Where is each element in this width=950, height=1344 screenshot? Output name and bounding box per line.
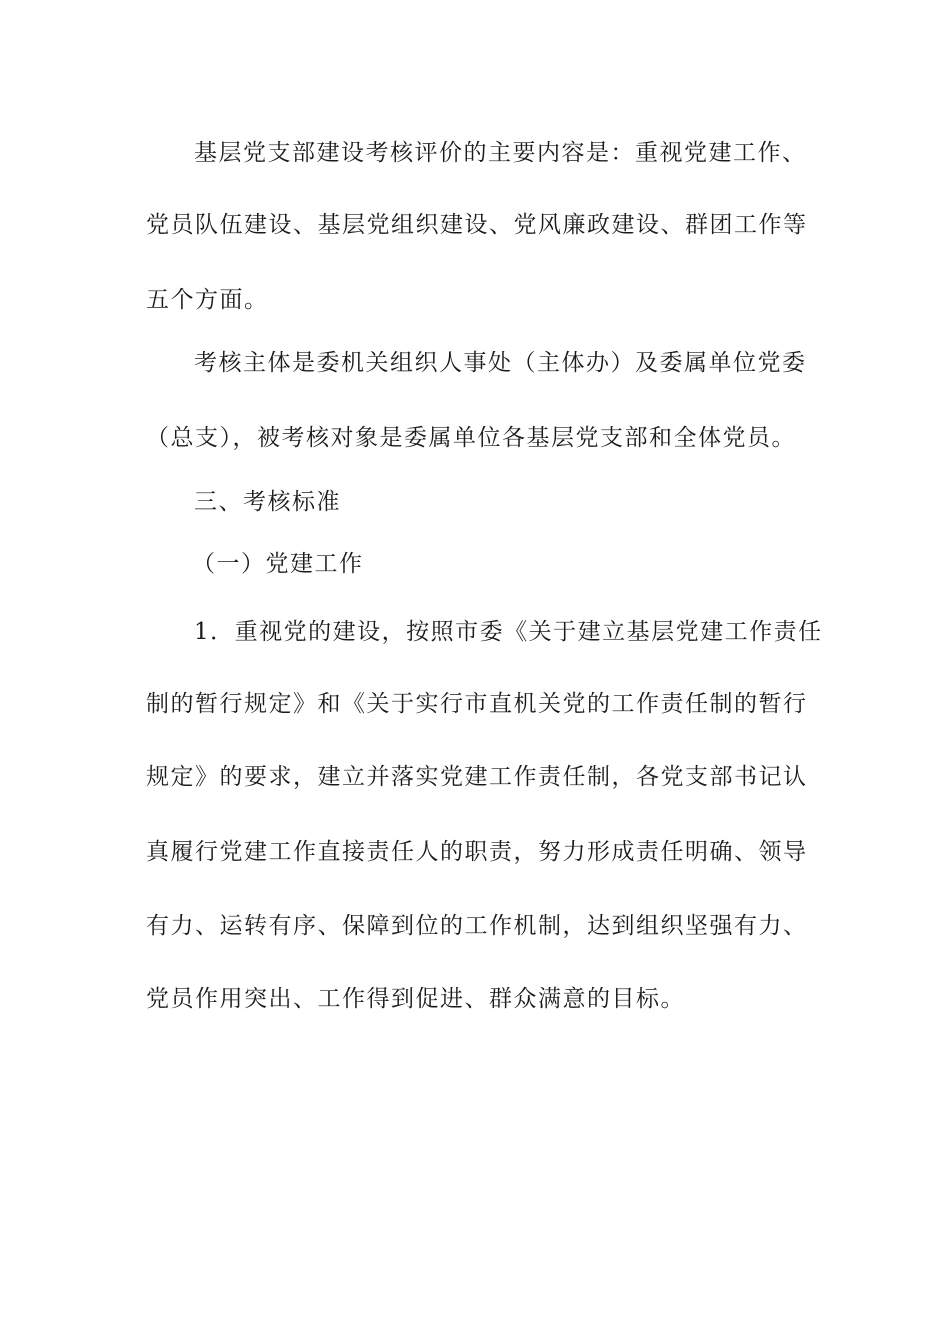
paragraph-2-line-2: （总支），被考核对象是委属单位各基层党支部和全体党员。 [146, 425, 796, 451]
item-1-line-5: 有力、运转有序、保障到位的工作机制，达到组织坚强有力、 [146, 913, 808, 939]
paragraph-1-line-1: 基层党支部建设考核评价的主要内容是：重视党建工作、 [194, 140, 807, 166]
subsection-heading: （一）党建工作 [192, 551, 364, 577]
item-1-line-1: 1．重视党的建设，按照市委《关于建立基层党建工作责任 [194, 619, 823, 645]
section-heading: 三、考核标准 [194, 489, 341, 515]
item-1-line-2: 制的暂行规定》和《关于实行市直机关党的工作责任制的暂行 [146, 691, 808, 717]
paragraph-1-line-3: 五个方面。 [146, 287, 269, 313]
paragraph-1-line-2: 党员队伍建设、基层党组织建设、党风廉政建设、群团工作等 [146, 212, 808, 238]
item-1-line-4: 真履行党建工作直接责任人的职责，努力形成责任明确、领导 [146, 839, 808, 865]
paragraph-2-line-1: 考核主体是委机关组织人事处（主体办）及委属单位党委 [194, 350, 807, 376]
item-1-line-3: 规定》的要求，建立并落实党建工作责任制，各党支部书记认 [146, 764, 808, 790]
item-1-line-6: 党员作用突出、工作得到促进、群众满意的目标。 [146, 986, 685, 1012]
